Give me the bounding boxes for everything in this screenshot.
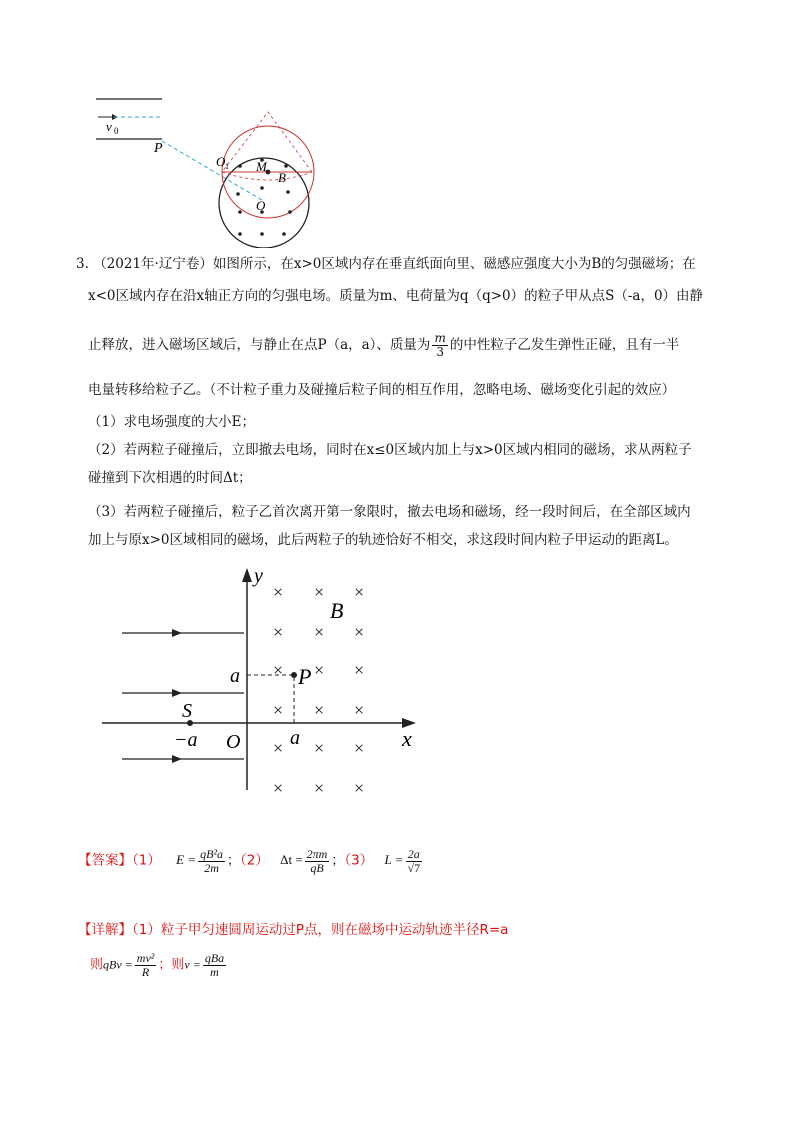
eq2-num: qBa <box>204 951 225 965</box>
e-num: qB²a <box>200 847 223 861</box>
dashed-triangle <box>222 112 312 172</box>
detail-text: （1）粒子甲匀速圆周运动过P点，则在磁场中运动轨迹半径R=a <box>132 922 509 938</box>
label-O1-sub: 1 <box>225 162 229 171</box>
problem-line-4: 电量转移给粒子乙。（不计粒子重力及碰撞后粒子间的相互作用，忽略电场、磁场变化引起的效应） <box>88 382 676 398</box>
label-P: P <box>154 141 163 156</box>
mass-frac-num: m <box>434 331 446 345</box>
question-1: （1）求电场强度的大小E； <box>88 414 255 430</box>
cross: × <box>354 622 365 642</box>
cross: × <box>273 622 284 642</box>
line3-post: 的中性粒子乙发生弹性正碰，且有一半 <box>449 337 680 353</box>
e-lhs: E = <box>176 852 197 868</box>
eq1-fraction <box>135 952 157 979</box>
answer-sep1: ； <box>227 852 241 868</box>
eq1-den: R <box>141 965 150 979</box>
cross: × <box>273 582 284 602</box>
eq1-num: mv² <box>136 951 155 965</box>
top-figure-svg <box>90 88 330 248</box>
eq2-fraction <box>203 952 226 979</box>
dashed-path-2 <box>162 141 262 200</box>
cross: × <box>354 738 365 758</box>
field-figure-svg <box>90 562 430 802</box>
label-S: S <box>182 700 192 722</box>
y-arrowhead <box>242 568 252 582</box>
efield-arrow-2 <box>122 689 244 697</box>
cross: × <box>314 700 325 720</box>
efield-arrow-1 <box>122 629 244 637</box>
label-O1: O <box>216 154 226 169</box>
then-1: 则 <box>90 957 104 973</box>
l-num: 2a <box>406 848 423 862</box>
cross: × <box>273 778 284 798</box>
question-2a: （2）若两粒子碰撞后，立即撤去电场，同时在x≤0区域内加上与x>0区域内相同的磁场，求从两粒子 <box>88 442 692 458</box>
detail-semi: ； <box>158 957 172 973</box>
t-num: 2πm <box>306 847 328 861</box>
label-x: x <box>402 726 412 751</box>
label-P: P <box>298 664 312 689</box>
cross: × <box>314 660 325 680</box>
cross: × <box>354 660 365 680</box>
label-M: M <box>256 159 267 174</box>
problem-line-1 <box>76 254 716 274</box>
efield-arrow-3 <box>122 755 244 763</box>
then-2: 则 <box>171 957 185 973</box>
problem-line-3 <box>88 332 728 359</box>
label-v0-sub: 0 <box>114 126 119 136</box>
mass-frac-den: 3 <box>436 345 444 359</box>
label-B: B <box>278 170 286 185</box>
detail-tag: 【详解】 <box>78 922 132 938</box>
question-3b: 加上与原x>0区域相同的磁场，此后两粒子的轨迹恰好不相交，求这段时间内粒子甲运动的距离L。 <box>88 532 678 548</box>
answer-part3: （3） <box>344 852 374 869</box>
eq2-lhs: v = <box>184 957 201 972</box>
cross: × <box>354 582 365 602</box>
problem-source: （2021年·辽宁卷） <box>93 256 213 272</box>
problem-line1-text: 如图所示，在x>0区域内存在垂直纸面向里、磁感应强度大小为B的匀强磁场；在 <box>212 256 696 272</box>
t-lhs: Δt = <box>280 852 303 868</box>
detail-equations <box>90 952 228 979</box>
answer-part2: （2） <box>240 852 269 869</box>
field-figure <box>90 562 430 802</box>
label-neg-a: −a <box>174 729 198 751</box>
answer-tag: 【答案】 <box>78 852 132 869</box>
l-fraction <box>406 848 423 875</box>
cross: × <box>354 700 365 720</box>
top-figure <box>90 88 330 248</box>
label-O: O <box>226 731 241 753</box>
e-fraction <box>198 848 225 875</box>
magnetic-crosses <box>273 582 364 798</box>
detail-line <box>78 920 718 940</box>
t-fraction <box>305 848 330 875</box>
label-O: O <box>256 198 266 213</box>
cross: × <box>314 582 325 602</box>
label-y: y <box>254 565 263 587</box>
label-B: B <box>330 598 344 623</box>
cross: × <box>273 738 284 758</box>
problem-line-2: x<0区域内存在沿x轴正方向的匀强电场。质量为m、电荷量为q（q>0）的粒子甲从点S（-a，0）由静 <box>88 288 704 304</box>
l-den: √7 <box>407 861 421 875</box>
label-a-y: a <box>230 665 240 687</box>
answer-line <box>78 848 424 892</box>
mass-fraction <box>432 332 447 359</box>
point-P <box>291 672 297 678</box>
answer-sep2: ； <box>331 852 345 868</box>
answer-part1: （1） <box>132 852 161 869</box>
l-lhs: L = <box>384 852 404 868</box>
question-3a: （3）若两粒子碰撞后，粒子乙首次离开第一象限时，撤去电场和磁场，经一段时间后，在全部区域内 <box>88 504 691 520</box>
label-a-x: a <box>290 727 300 749</box>
t-den: qB <box>310 861 324 875</box>
question-2b: 碰撞到下次相遇的时间Δt； <box>88 470 252 486</box>
label-v0: v <box>106 119 112 134</box>
cross: × <box>354 778 365 798</box>
cross: × <box>314 778 325 798</box>
line3-pre: 止释放，进入磁场区域后，与静止在点P（a，a）、质量为 <box>88 337 431 353</box>
cross: × <box>314 738 325 758</box>
e-den: 2m <box>204 861 219 875</box>
problem-number: 3. <box>76 256 89 272</box>
eq1-lhs: qBv = <box>103 957 133 972</box>
cross: × <box>273 700 284 720</box>
cross: × <box>314 622 325 642</box>
cross: × <box>273 660 284 680</box>
eq2-den: m <box>210 965 219 979</box>
